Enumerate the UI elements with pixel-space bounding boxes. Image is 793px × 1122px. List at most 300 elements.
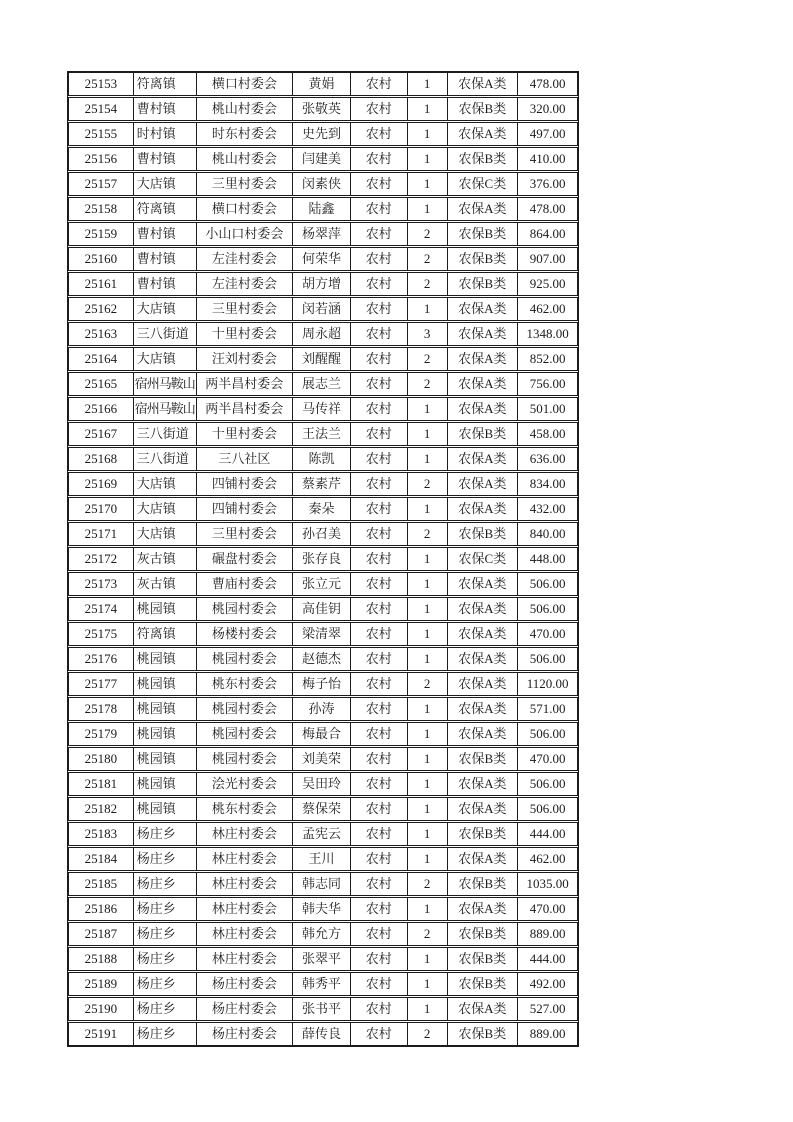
insurance-class-cell: 农保B类 <box>447 223 518 245</box>
insurance-class-cell: 农保B类 <box>447 948 518 970</box>
record-id-cell: 25155 <box>84 126 118 141</box>
person-name-cell: 蔡保荣 <box>292 798 350 820</box>
insurance-class-cell: 农保A类 <box>447 798 518 820</box>
person-name-cell: 陆鑫 <box>292 198 350 220</box>
person-name-cell: 蔡素芹 <box>292 473 350 495</box>
amount-cell: 571.00 <box>517 698 577 720</box>
person-count-cell: 1 <box>407 198 447 220</box>
amount-cell: 889.00 <box>517 1023 577 1045</box>
amount-cell: 527.00 <box>517 998 577 1020</box>
town-cell: 曹村镇 <box>133 273 196 295</box>
area-type-cell: 农村 <box>350 73 407 95</box>
town-cell: 符离镇 <box>133 73 196 95</box>
amount-cell: 501.00 <box>517 398 577 420</box>
record-id-cell: 25190 <box>84 1001 118 1016</box>
person-count-cell: 1 <box>407 698 447 720</box>
town-cell: 桃园镇 <box>133 648 196 670</box>
person-name-cell: 王川 <box>292 848 350 870</box>
area-type-cell: 农村 <box>350 473 407 495</box>
area-type-cell: 农村 <box>350 523 407 545</box>
village-committee-cell: 林庄村委会 <box>196 898 293 920</box>
town-cell: 杨庄乡 <box>133 948 196 970</box>
area-type-cell: 农村 <box>350 648 407 670</box>
insurance-class-cell: 农保A类 <box>447 998 518 1020</box>
area-type-cell: 农村 <box>350 348 407 370</box>
town-cell: 大店镇 <box>133 298 196 320</box>
record-id-cell: 25164 <box>84 351 118 366</box>
person-name-cell: 张敬英 <box>292 98 350 120</box>
insurance-class-cell: 农保A类 <box>447 498 518 520</box>
record-id-cell: 25183 <box>84 826 118 841</box>
record-id-cell: 25180 <box>84 751 118 766</box>
person-count-cell: 1 <box>407 73 447 95</box>
amount-cell: 506.00 <box>517 773 577 795</box>
amount-cell: 470.00 <box>517 748 577 770</box>
table-row <box>68 472 578 496</box>
table-row <box>68 497 578 521</box>
insurance-class-cell: 农保A类 <box>447 698 518 720</box>
area-type-cell: 农村 <box>350 673 407 695</box>
insurance-class-cell: 农保B类 <box>447 148 518 170</box>
insurance-class-cell: 农保B类 <box>447 823 518 845</box>
village-committee-cell: 杨庄村委会 <box>196 1023 293 1045</box>
record-id-cell: 25167 <box>84 426 118 441</box>
town-cell: 大店镇 <box>133 473 196 495</box>
record-id-cell: 25160 <box>84 251 118 266</box>
town-cell: 曹村镇 <box>133 223 196 245</box>
amount-cell: 506.00 <box>517 598 577 620</box>
amount-cell: 506.00 <box>517 573 577 595</box>
person-name-cell: 闫建美 <box>292 148 350 170</box>
village-committee-cell: 三里村委会 <box>196 523 293 545</box>
area-type-cell: 农村 <box>350 98 407 120</box>
table-row <box>68 722 578 746</box>
village-committee-cell: 小山口村委会 <box>196 223 293 245</box>
village-committee-cell: 左洼村委会 <box>196 273 293 295</box>
village-committee-cell: 两半昌村委会 <box>196 398 293 420</box>
village-committee-cell: 林庄村委会 <box>196 923 293 945</box>
person-name-cell: 孙召美 <box>292 523 350 545</box>
person-count-cell: 1 <box>407 423 447 445</box>
village-committee-cell: 十里村委会 <box>196 423 293 445</box>
person-count-cell: 1 <box>407 848 447 870</box>
town-cell: 宿州马鞍山 <box>133 373 196 395</box>
village-committee-cell: 汪刘村委会 <box>196 348 293 370</box>
village-committee-cell: 桃园村委会 <box>196 723 293 745</box>
insurance-class-cell: 农保A类 <box>447 473 518 495</box>
town-cell: 杨庄乡 <box>133 1023 196 1045</box>
person-count-cell: 1 <box>407 798 447 820</box>
town-cell: 大店镇 <box>133 523 196 545</box>
insurance-class-cell: 农保A类 <box>447 623 518 645</box>
town-cell: 大店镇 <box>133 348 196 370</box>
person-count-cell: 1 <box>407 598 447 620</box>
person-name-cell: 刘醒醒 <box>292 348 350 370</box>
area-type-cell: 农村 <box>350 798 407 820</box>
village-committee-cell: 林庄村委会 <box>196 848 293 870</box>
table-row <box>68 97 578 121</box>
area-type-cell: 农村 <box>350 923 407 945</box>
record-id-cell: 25159 <box>84 226 118 241</box>
person-count-cell: 1 <box>407 573 447 595</box>
town-cell: 灰古镇 <box>133 573 196 595</box>
person-count-cell: 1 <box>407 298 447 320</box>
person-name-cell: 闵若涵 <box>292 298 350 320</box>
table-row <box>68 572 578 596</box>
amount-cell: 410.00 <box>517 148 577 170</box>
amount-cell: 1035.00 <box>517 873 577 895</box>
record-id-cell: 25189 <box>84 976 118 991</box>
amount-cell: 907.00 <box>517 248 577 270</box>
amount-cell: 376.00 <box>517 173 577 195</box>
person-count-cell: 1 <box>407 123 447 145</box>
amount-cell: 462.00 <box>517 848 577 870</box>
village-committee-cell: 碾盘村委会 <box>196 548 293 570</box>
person-name-cell: 胡方增 <box>292 273 350 295</box>
insurance-class-cell: 农保A类 <box>447 598 518 620</box>
amount-cell: 506.00 <box>517 648 577 670</box>
table-row <box>68 422 578 446</box>
amount-cell: 320.00 <box>517 98 577 120</box>
amount-cell: 864.00 <box>517 223 577 245</box>
insurance-class-cell: 农保A类 <box>447 398 518 420</box>
insurance-class-cell: 农保A类 <box>447 673 518 695</box>
area-type-cell: 农村 <box>350 623 407 645</box>
area-type-cell: 农村 <box>350 448 407 470</box>
area-type-cell: 农村 <box>350 423 407 445</box>
person-name-cell: 周永超 <box>292 323 350 345</box>
village-committee-cell: 三里村委会 <box>196 298 293 320</box>
amount-cell: 458.00 <box>517 423 577 445</box>
table-row <box>68 997 578 1021</box>
person-count-cell: 1 <box>407 148 447 170</box>
amount-cell: 492.00 <box>517 973 577 995</box>
town-cell: 曹村镇 <box>133 248 196 270</box>
area-type-cell: 农村 <box>350 298 407 320</box>
village-committee-cell: 桃东村委会 <box>196 673 293 695</box>
table-row <box>68 372 578 396</box>
insurance-class-cell: 农保B类 <box>447 523 518 545</box>
table-row <box>68 847 578 871</box>
person-name-cell: 梅最合 <box>292 723 350 745</box>
record-id-cell: 25182 <box>84 801 118 816</box>
insurance-class-cell: 农保B类 <box>447 273 518 295</box>
person-name-cell: 韩允方 <box>292 923 350 945</box>
person-name-cell: 梅子怡 <box>292 673 350 695</box>
town-cell: 杨庄乡 <box>133 873 196 895</box>
record-id-cell: 25162 <box>84 301 118 316</box>
insurance-class-cell: 农保A类 <box>447 373 518 395</box>
record-id-cell: 25175 <box>84 626 118 641</box>
insurance-class-cell: 农保B类 <box>447 1023 518 1045</box>
table-row <box>68 622 578 646</box>
area-type-cell: 农村 <box>350 373 407 395</box>
person-count-cell: 2 <box>407 248 447 270</box>
amount-cell: 756.00 <box>517 373 577 395</box>
record-id-cell: 25161 <box>84 276 118 291</box>
person-count-cell: 1 <box>407 498 447 520</box>
town-cell: 符离镇 <box>133 198 196 220</box>
village-committee-cell: 桃山村委会 <box>196 148 293 170</box>
record-id-cell: 25173 <box>84 576 118 591</box>
village-committee-cell: 桃园村委会 <box>196 648 293 670</box>
amount-cell: 889.00 <box>517 923 577 945</box>
town-cell: 曹村镇 <box>133 98 196 120</box>
table-row <box>68 697 578 721</box>
amount-cell: 497.00 <box>517 123 577 145</box>
village-committee-cell: 杨庄村委会 <box>196 973 293 995</box>
amount-cell: 478.00 <box>517 73 577 95</box>
person-count-cell: 1 <box>407 648 447 670</box>
person-count-cell: 1 <box>407 98 447 120</box>
person-count-cell: 1 <box>407 173 447 195</box>
table-row <box>68 672 578 696</box>
insurance-records-table <box>67 71 579 1047</box>
insurance-class-cell: 农保A类 <box>447 348 518 370</box>
record-id-cell: 25154 <box>84 101 118 116</box>
person-name-cell: 张存良 <box>292 548 350 570</box>
town-cell: 桃园镇 <box>133 698 196 720</box>
town-cell: 桃园镇 <box>133 598 196 620</box>
village-committee-cell: 四铺村委会 <box>196 498 293 520</box>
table-row <box>68 897 578 921</box>
person-count-cell: 1 <box>407 898 447 920</box>
person-name-cell: 陈凯 <box>292 448 350 470</box>
table-row <box>68 172 578 196</box>
insurance-class-cell: 农保B类 <box>447 248 518 270</box>
table-row <box>68 222 578 246</box>
insurance-class-cell: 农保C类 <box>447 548 518 570</box>
amount-cell: 852.00 <box>517 348 577 370</box>
person-name-cell: 史先到 <box>292 123 350 145</box>
village-committee-cell: 四铺村委会 <box>196 473 293 495</box>
amount-cell: 506.00 <box>517 723 577 745</box>
village-committee-cell: 桃园村委会 <box>196 698 293 720</box>
person-count-cell: 1 <box>407 948 447 970</box>
person-count-cell: 2 <box>407 348 447 370</box>
insurance-class-cell: 农保B类 <box>447 423 518 445</box>
person-count-cell: 2 <box>407 373 447 395</box>
insurance-class-cell: 农保A类 <box>447 298 518 320</box>
person-name-cell: 马传祥 <box>292 398 350 420</box>
record-id-cell: 25178 <box>84 701 118 716</box>
village-committee-cell: 浍光村委会 <box>196 773 293 795</box>
town-cell: 桃园镇 <box>133 773 196 795</box>
village-committee-cell: 林庄村委会 <box>196 873 293 895</box>
record-id-cell: 25166 <box>84 401 118 416</box>
town-cell: 宿州马鞍山 <box>133 398 196 420</box>
town-cell: 三八街道 <box>133 423 196 445</box>
amount-cell: 470.00 <box>517 623 577 645</box>
record-id-cell: 25172 <box>84 551 118 566</box>
insurance-class-cell: 农保B类 <box>447 748 518 770</box>
insurance-class-cell: 农保B类 <box>447 98 518 120</box>
area-type-cell: 农村 <box>350 273 407 295</box>
person-count-cell: 2 <box>407 273 447 295</box>
person-count-cell: 1 <box>407 748 447 770</box>
area-type-cell: 农村 <box>350 548 407 570</box>
insurance-class-cell: 农保A类 <box>447 573 518 595</box>
person-count-cell: 1 <box>407 548 447 570</box>
table-row <box>68 1022 578 1046</box>
person-name-cell: 刘美荣 <box>292 748 350 770</box>
town-cell: 杨庄乡 <box>133 898 196 920</box>
insurance-class-cell: 农保A类 <box>447 73 518 95</box>
area-type-cell: 农村 <box>350 873 407 895</box>
person-name-cell: 韩志同 <box>292 873 350 895</box>
area-type-cell: 农村 <box>350 323 407 345</box>
table-row <box>68 947 578 971</box>
table-row <box>68 522 578 546</box>
table-row <box>68 822 578 846</box>
insurance-class-cell: 农保A类 <box>447 723 518 745</box>
record-id-cell: 25185 <box>84 876 118 891</box>
record-id-cell: 25179 <box>84 726 118 741</box>
area-type-cell: 农村 <box>350 698 407 720</box>
table-row <box>68 72 578 96</box>
person-name-cell: 孙涛 <box>292 698 350 720</box>
area-type-cell: 农村 <box>350 748 407 770</box>
person-count-cell: 1 <box>407 773 447 795</box>
person-count-cell: 1 <box>407 823 447 845</box>
area-type-cell: 农村 <box>350 998 407 1020</box>
record-id-cell: 25157 <box>84 176 118 191</box>
person-name-cell: 张翠平 <box>292 948 350 970</box>
table-row <box>68 272 578 296</box>
table-row <box>68 447 578 471</box>
person-count-cell: 2 <box>407 873 447 895</box>
area-type-cell: 农村 <box>350 723 407 745</box>
area-type-cell: 农村 <box>350 198 407 220</box>
insurance-class-cell: 农保A类 <box>447 198 518 220</box>
town-cell: 桃园镇 <box>133 798 196 820</box>
village-committee-cell: 左洼村委会 <box>196 248 293 270</box>
area-type-cell: 农村 <box>350 848 407 870</box>
insurance-class-cell: 农保A类 <box>447 773 518 795</box>
village-committee-cell: 桃园村委会 <box>196 748 293 770</box>
village-committee-cell: 桃东村委会 <box>196 798 293 820</box>
insurance-class-cell: 农保B类 <box>447 973 518 995</box>
person-name-cell: 杨翠萍 <box>292 223 350 245</box>
table-row <box>68 772 578 796</box>
town-cell: 三八街道 <box>133 323 196 345</box>
town-cell: 杨庄乡 <box>133 923 196 945</box>
person-count-cell: 1 <box>407 448 447 470</box>
amount-cell: 462.00 <box>517 298 577 320</box>
table-row <box>68 597 578 621</box>
amount-cell: 444.00 <box>517 823 577 845</box>
person-count-cell: 2 <box>407 1023 447 1045</box>
insurance-class-cell: 农保B类 <box>447 873 518 895</box>
area-type-cell: 农村 <box>350 248 407 270</box>
record-id-cell: 25171 <box>84 526 118 541</box>
village-committee-cell: 时东村委会 <box>196 123 293 145</box>
person-count-cell: 2 <box>407 923 447 945</box>
insurance-class-cell: 农保B类 <box>447 923 518 945</box>
village-committee-cell: 横口村委会 <box>196 198 293 220</box>
village-committee-cell: 林庄村委会 <box>196 948 293 970</box>
table-row <box>68 122 578 146</box>
record-id-cell: 25163 <box>84 326 118 341</box>
record-id-cell: 25186 <box>84 901 118 916</box>
record-id-cell: 25168 <box>84 451 118 466</box>
record-id-cell: 25181 <box>84 776 118 791</box>
person-name-cell: 秦朵 <box>292 498 350 520</box>
person-name-cell: 韩夫华 <box>292 898 350 920</box>
person-name-cell: 闵素侠 <box>292 173 350 195</box>
amount-cell: 1120.00 <box>517 673 577 695</box>
area-type-cell: 农村 <box>350 1023 407 1045</box>
amount-cell: 636.00 <box>517 448 577 470</box>
town-cell: 大店镇 <box>133 498 196 520</box>
town-cell: 桃园镇 <box>133 748 196 770</box>
person-name-cell: 王法兰 <box>292 423 350 445</box>
person-count-cell: 2 <box>407 523 447 545</box>
table-row <box>68 347 578 371</box>
table-row <box>68 397 578 421</box>
person-name-cell: 薛传良 <box>292 1023 350 1045</box>
person-count-cell: 1 <box>407 623 447 645</box>
amount-cell: 444.00 <box>517 948 577 970</box>
person-name-cell: 张立元 <box>292 573 350 595</box>
person-count-cell: 1 <box>407 723 447 745</box>
record-id-cell: 25187 <box>84 926 118 941</box>
person-name-cell: 吴田玲 <box>292 773 350 795</box>
person-name-cell: 韩秀平 <box>292 973 350 995</box>
table-row <box>68 297 578 321</box>
table-row <box>68 747 578 771</box>
area-type-cell: 农村 <box>350 948 407 970</box>
table-row <box>68 197 578 221</box>
person-count-cell: 1 <box>407 998 447 1020</box>
amount-cell: 448.00 <box>517 548 577 570</box>
person-name-cell: 赵德杰 <box>292 648 350 670</box>
amount-cell: 432.00 <box>517 498 577 520</box>
area-type-cell: 农村 <box>350 398 407 420</box>
town-cell: 桃园镇 <box>133 723 196 745</box>
town-cell: 杨庄乡 <box>133 823 196 845</box>
town-cell: 灰古镇 <box>133 548 196 570</box>
record-id-cell: 25174 <box>84 601 118 616</box>
area-type-cell: 农村 <box>350 148 407 170</box>
town-cell: 杨庄乡 <box>133 973 196 995</box>
town-cell: 时村镇 <box>133 123 196 145</box>
town-cell: 符离镇 <box>133 623 196 645</box>
village-committee-cell: 桃山村委会 <box>196 98 293 120</box>
amount-cell: 478.00 <box>517 198 577 220</box>
record-id-cell: 25176 <box>84 651 118 666</box>
insurance-class-cell: 农保A类 <box>447 898 518 920</box>
village-committee-cell: 三里村委会 <box>196 173 293 195</box>
table-row <box>68 872 578 896</box>
table-row <box>68 322 578 346</box>
village-committee-cell: 横口村委会 <box>196 73 293 95</box>
person-name-cell: 梁清翠 <box>292 623 350 645</box>
village-committee-cell: 十里村委会 <box>196 323 293 345</box>
person-name-cell: 黄娟 <box>292 73 350 95</box>
village-committee-cell: 曹庙村委会 <box>196 573 293 595</box>
amount-cell: 470.00 <box>517 898 577 920</box>
table-row <box>68 247 578 271</box>
amount-cell: 506.00 <box>517 798 577 820</box>
area-type-cell: 农村 <box>350 973 407 995</box>
table-row <box>68 797 578 821</box>
record-id-cell: 25165 <box>84 376 118 391</box>
village-committee-cell: 桃园村委会 <box>196 598 293 620</box>
town-cell: 杨庄乡 <box>133 848 196 870</box>
insurance-class-cell: 农保A类 <box>447 123 518 145</box>
area-type-cell: 农村 <box>350 123 407 145</box>
